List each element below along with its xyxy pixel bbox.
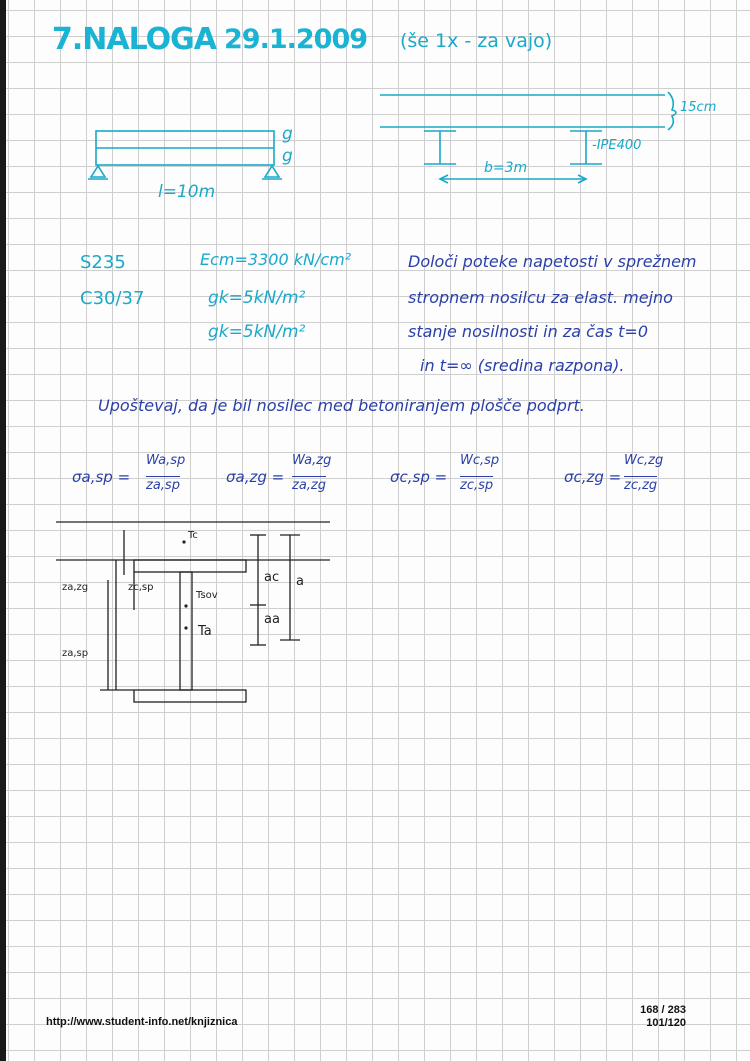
span-label: l=10m — [158, 182, 216, 202]
formula-a-sp-den: za,sp — [146, 478, 180, 493]
task-date: 29.1.2009 — [224, 24, 368, 55]
label-ac: ac — [264, 570, 280, 585]
label-a: a — [296, 574, 304, 589]
load-g-label: g — [282, 124, 293, 144]
page-number-total: 168 / 283 — [640, 1004, 686, 1016]
formula-a-zg-lhs: σa,zg = — [226, 468, 285, 486]
page-number-local: 101/120 — [646, 1017, 686, 1029]
label-aa: aa — [264, 612, 280, 627]
formula-a-zg-num: Wa,zg — [292, 453, 332, 468]
task-note: (še 1x - za vajo) — [400, 30, 553, 52]
task-line-4: in t=∞ (sredina razpona). — [420, 356, 625, 375]
instruction-text: Upoštevaj, da je bil nosilec med betoniranjem ploščе podprt. — [98, 396, 585, 415]
label-za-sp: za,sp — [62, 648, 89, 659]
cross-section-detail — [56, 522, 330, 702]
gk-value-2: gk=5kN/m² — [208, 322, 306, 342]
slab-thickness-label: 15cm — [680, 100, 717, 115]
label-za-zg: za,zg — [62, 582, 89, 593]
label-tc: Tc — [188, 530, 198, 541]
footer-url: http://www.student-info.net/knjiznica — [46, 1016, 238, 1028]
label-tsov: Tsov — [196, 590, 218, 601]
formula-c-zg-lhs: σc,zg = — [564, 468, 622, 486]
beam-sketch — [88, 131, 282, 179]
task-title: 7.NALOGA — [52, 22, 216, 57]
spacing-label: b=3m — [484, 160, 528, 176]
label-zc-sp: zc,sp — [128, 582, 154, 593]
formula-a-sp-num: Wa,sp — [146, 453, 186, 468]
formula-c-sp-num: Wc,sp — [460, 453, 500, 468]
concrete-grade: C30/37 — [80, 288, 145, 309]
label-ta: Ta — [198, 624, 212, 639]
gk-value-1: gk=5kN/m² — [208, 288, 306, 308]
load-q-label: g — [282, 146, 293, 166]
task-line-2: stropnem nosilcu za elast. mejno — [408, 288, 673, 307]
formula-c-zg-num: Wc,zg — [624, 453, 664, 468]
formula-c-sp-lhs: σc,sp = — [390, 468, 448, 486]
formula-c-sp-den: zc,sp — [460, 478, 494, 493]
task-line-3: stanje nosilnosti in za čas t=0 — [408, 322, 648, 341]
formula-a-sp-lhs: σa,sp = — [72, 468, 131, 486]
formula-c-zg-den: zc,zg — [624, 478, 658, 493]
task-line-1: Določi poteke napetosti v sprežnem — [408, 252, 697, 271]
ecm-value: Ecm=3300 kN/cm² — [200, 250, 352, 269]
profile-label: -IPE400 — [592, 138, 642, 153]
formula-a-zg-den: za,zg — [292, 478, 326, 493]
steel-grade: S235 — [80, 252, 126, 273]
